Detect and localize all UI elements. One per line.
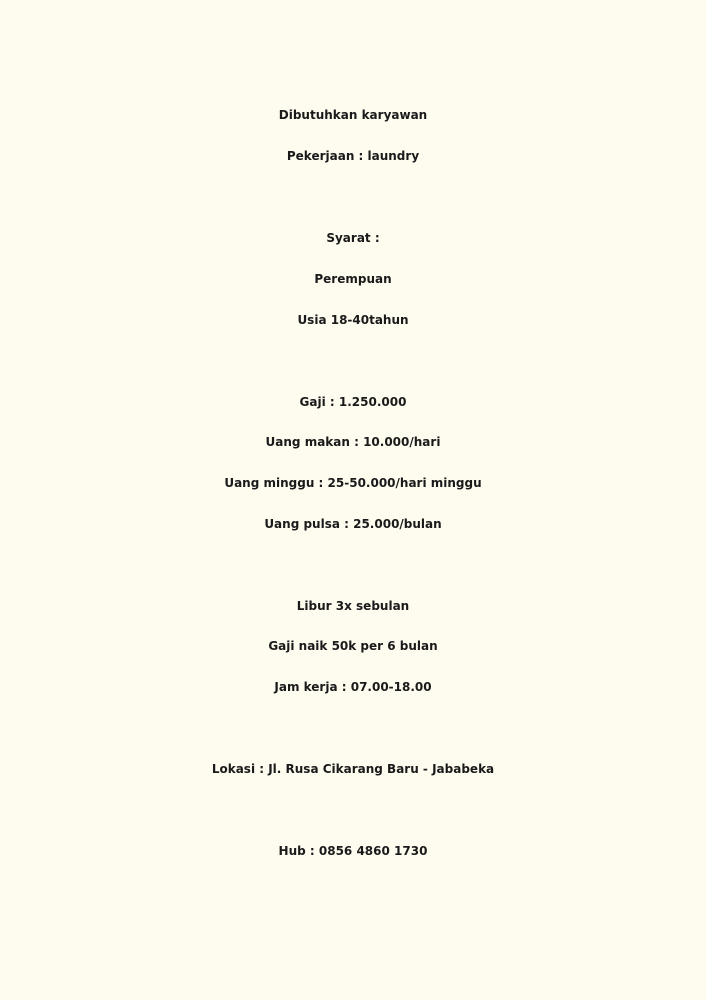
job-type: Pekerjaan : laundry [286, 149, 420, 163]
poster-title: Dibutuhkan karyawan [278, 108, 428, 122]
phone-credit-line: Uang pulsa : 25.000/bulan [264, 517, 442, 531]
sunday-pay-line: Uang minggu : 25-50.000/hari minggu [224, 476, 482, 490]
requirement-gender: Perempuan [314, 272, 392, 286]
work-hours-line: Jam kerja : 07.00-18.00 [274, 680, 432, 694]
meal-allowance-line: Uang makan : 10.000/hari [265, 435, 441, 449]
days-off-line: Libur 3x sebulan [296, 599, 410, 613]
location-line: Lokasi : Jl. Rusa Cikarang Baru - Jababeka [211, 762, 495, 776]
requirement-age: Usia 18-40tahun [297, 313, 409, 327]
contact-line: Hub : 0856 4860 1730 [278, 844, 428, 858]
raise-line: Gaji naik 50k per 6 bulan [268, 639, 438, 653]
requirements-heading: Syarat : [326, 231, 380, 245]
salary-line: Gaji : 1.250.000 [299, 395, 407, 409]
